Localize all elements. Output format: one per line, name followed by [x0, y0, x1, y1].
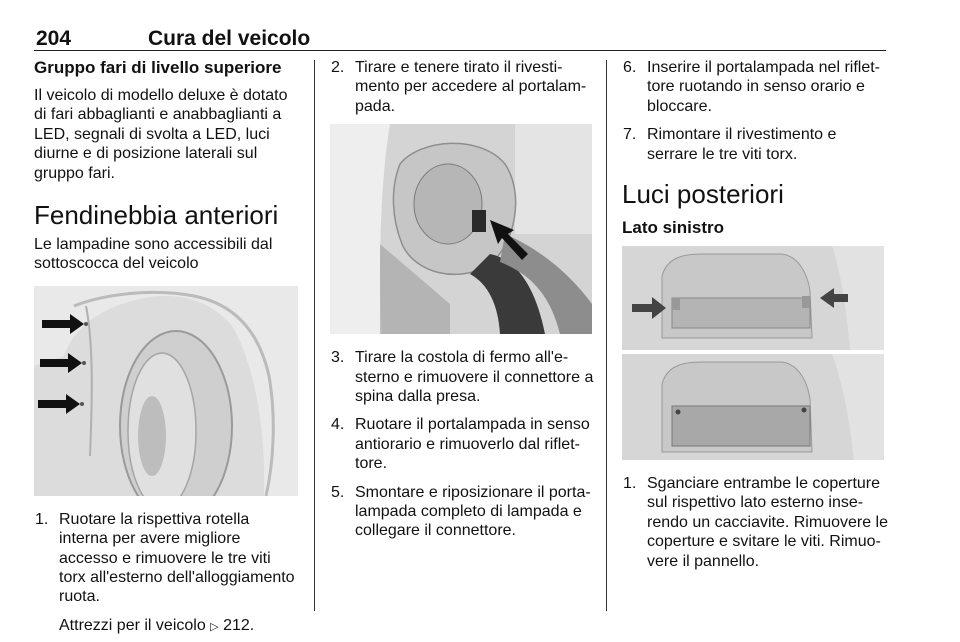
list-item-step-1: 1. Ruotare la rispettiva rotella interna per avere migliore accesso e rimuovere le tre viti torx all'esterno dell'alloggiamento ruota. [35, 510, 295, 606]
list-item-step-4: 4. Ruotare il portalampada in senso antiorario e rimuoverlo dal riflettore. [331, 416, 590, 473]
section-heading-fog: Fendinebbia anteriori [34, 200, 279, 231]
reference-triangle-icon: ▷ [210, 620, 219, 633]
section-heading-rear-lights: Luci posteriori [622, 179, 784, 210]
figure-bulb-holder [330, 124, 592, 334]
section-heading-headlamp: Gruppo fari di livello superiore [34, 58, 282, 77]
tools-reference: Attrezzi per il veicolo ▷ 212. [59, 616, 300, 637]
list-item-step-7: 7. Rimontare il rivestimento e serrare le tre viti torx. [623, 126, 837, 163]
page-number: 204 [36, 27, 72, 50]
list-item-step-2: 2. Tirare e tenere tirato il rivestimento per accedere al portalampada. [331, 59, 587, 115]
page-reference-link[interactable]: 212. [223, 616, 255, 634]
column-left [34, 58, 300, 637]
page-header [34, 26, 886, 51]
list-item-step-l1: 1. Sganciare entrambe le coperture sul rispettivo lato esterno inserendo un cacciavite. Rimuovere le coperture e svitare le viti. Rimuovere il pannello. [623, 475, 889, 570]
column-divider [314, 60, 315, 611]
column-middle [330, 58, 594, 550]
list-item-step-5: 5. Smontare e riposizionare il portalampada completo di lampada e collegare il connettore. [331, 483, 591, 540]
section-heading-left-side: Lato sinistro [622, 218, 725, 238]
list-item-step-3: 3. Tirare la costola di fermo all'esterno e rimuovere il connettore a spina dalla presa. [331, 349, 594, 406]
column-right [622, 58, 888, 580]
headlamp-paragraph: Il veicolo di modello deluxe è dotato di fari abbaglianti e anabbaglianti a LED, segnali di svolta a LED, luci diurne e di posizione laterali sul gruppo fari. [34, 87, 288, 182]
page-title: Cura del veicolo [148, 27, 311, 50]
figure-fog-lamp-wheel [34, 286, 298, 496]
list-item-step-6: 6. Inserire il portalampada nel riflettore ruotando in senso orario e bloccare. [623, 59, 880, 115]
figure-rear-light-panel [622, 246, 884, 460]
column-divider [606, 60, 607, 611]
fog-paragraph: Le lampadine sono accessibili dal sottoscocca del veicolo [34, 236, 273, 273]
